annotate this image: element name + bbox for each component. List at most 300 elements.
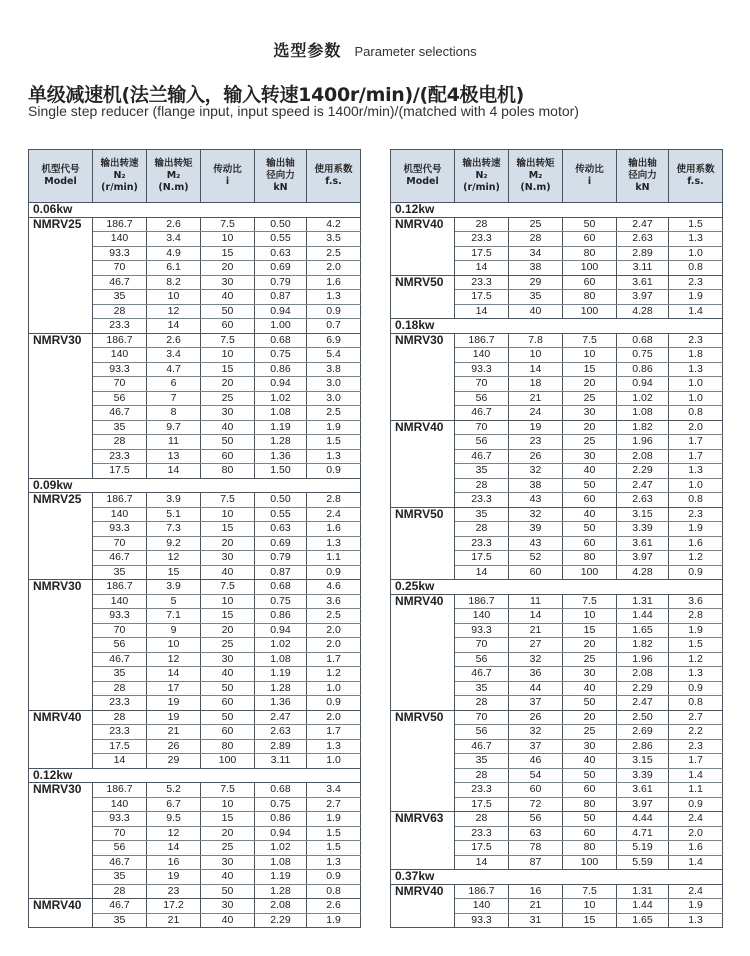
- table-cell: 10: [201, 232, 255, 247]
- table-cell: 1.02: [617, 391, 669, 406]
- table-cell: 140: [93, 507, 147, 522]
- table-row: [391, 710, 723, 725]
- table-cell: 140: [455, 609, 509, 624]
- table-cell: 20: [563, 638, 617, 653]
- table-cell: 0.79: [255, 551, 307, 566]
- table-cell: 17.5: [455, 246, 509, 261]
- table-cell: 3.9: [147, 580, 201, 595]
- column-header-line: 传动比: [213, 164, 242, 175]
- column-header-line: 机型代号: [403, 164, 442, 175]
- table-cell: 70: [93, 623, 147, 638]
- table-cell: 0.9: [669, 797, 723, 812]
- model-cell: NMRV30: [391, 333, 455, 420]
- table-cell: 60: [563, 536, 617, 551]
- table-cell: 2.63: [617, 493, 669, 508]
- table-cell: 20: [201, 623, 255, 638]
- table-cell: 0.9: [307, 696, 361, 711]
- table-cell: 1.3: [307, 855, 361, 870]
- table-cell: 70: [93, 826, 147, 841]
- power-label: 0.18kw: [391, 319, 723, 334]
- table-cell: 1.3: [669, 464, 723, 479]
- table-cell: 80: [563, 290, 617, 305]
- power-row: [391, 580, 723, 595]
- table-cell: 4.9: [147, 246, 201, 261]
- table-cell: 14: [147, 464, 201, 479]
- table-cell: 14: [455, 304, 509, 319]
- table-cell: 7.5: [201, 580, 255, 595]
- table-cell: 60: [201, 725, 255, 740]
- table-cell: 15: [201, 609, 255, 624]
- table-row: [29, 783, 361, 798]
- table-cell: 9.7: [147, 420, 201, 435]
- table-cell: 1.82: [617, 420, 669, 435]
- table-cell: 70: [93, 536, 147, 551]
- table-cell: 1.7: [669, 754, 723, 769]
- table-cell: 1.2: [669, 652, 723, 667]
- table-cell: 40: [509, 304, 563, 319]
- power-label: 0.09kw: [29, 478, 361, 493]
- table-cell: 20: [563, 377, 617, 392]
- table-cell: 52: [509, 551, 563, 566]
- table-cell: 23.3: [455, 783, 509, 798]
- table-cell: 1.02: [255, 391, 307, 406]
- column-header: [563, 150, 617, 203]
- table-cell: 1.2: [307, 667, 361, 682]
- table-cell: 1.19: [255, 667, 307, 682]
- table-cell: 26: [509, 710, 563, 725]
- column-header: [255, 150, 307, 203]
- table-row: [391, 420, 723, 435]
- table-cell: 93.3: [455, 362, 509, 377]
- table-cell: 2.6: [147, 333, 201, 348]
- table-cell: 56: [455, 652, 509, 667]
- table-cell: 93.3: [93, 246, 147, 261]
- table-cell: 3.15: [617, 754, 669, 769]
- table-cell: 15: [147, 565, 201, 580]
- table-cell: 0.94: [255, 826, 307, 841]
- table-cell: 35: [93, 420, 147, 435]
- power-row: [29, 203, 361, 218]
- table-cell: 0.86: [617, 362, 669, 377]
- table-cell: 60: [201, 319, 255, 334]
- table-cell: 3.61: [617, 783, 669, 798]
- table-cell: 186.7: [93, 580, 147, 595]
- power-label: 0.06kw: [29, 203, 361, 218]
- table-cell: 17: [147, 681, 201, 696]
- table-cell: 7.3: [147, 522, 201, 537]
- table-cell: 13: [147, 449, 201, 464]
- table-cell: 93.3: [93, 362, 147, 377]
- model-cell: NMRV50: [391, 710, 455, 812]
- table-cell: 1.82: [617, 638, 669, 653]
- table-cell: 30: [201, 899, 255, 914]
- table-cell: 1.28: [255, 435, 307, 450]
- table-cell: 0.8: [307, 884, 361, 899]
- table-cell: 3.6: [669, 594, 723, 609]
- table-cell: 10: [563, 348, 617, 363]
- table-cell: 2.29: [617, 464, 669, 479]
- table-cell: 28: [455, 478, 509, 493]
- table-row: [29, 580, 361, 595]
- table-cell: 0.50: [255, 217, 307, 232]
- table-cell: 1.0: [307, 681, 361, 696]
- table-cell: 54: [509, 768, 563, 783]
- model-cell: NMRV40: [391, 594, 455, 710]
- table-cell: 14: [509, 609, 563, 624]
- table-cell: 56: [455, 725, 509, 740]
- table-cell: 40: [563, 681, 617, 696]
- table-cell: 2.8: [669, 609, 723, 624]
- table-cell: 80: [563, 841, 617, 856]
- table-row: [29, 493, 361, 508]
- table-cell: 46.7: [93, 406, 147, 421]
- table-cell: 7.5: [563, 884, 617, 899]
- table-cell: 93.3: [455, 913, 509, 928]
- table-cell: 25: [563, 391, 617, 406]
- table-cell: 40: [201, 870, 255, 885]
- table-cell: 0.9: [669, 681, 723, 696]
- table-cell: 1.0: [307, 754, 361, 769]
- table-cell: 17.5: [455, 841, 509, 856]
- table-cell: 1.31: [617, 884, 669, 899]
- table-cell: 186.7: [93, 493, 147, 508]
- table-cell: 0.55: [255, 507, 307, 522]
- table-cell: 37: [509, 739, 563, 754]
- table-cell: 3.4: [147, 348, 201, 363]
- table-cell: 2.50: [617, 710, 669, 725]
- table-cell: 10: [563, 899, 617, 914]
- table-cell: 56: [509, 812, 563, 827]
- table-cell: 186.7: [93, 783, 147, 798]
- table-cell: 7.5: [201, 217, 255, 232]
- parameter-table-left: [28, 149, 361, 928]
- table-cell: 3.97: [617, 290, 669, 305]
- table-cell: 1.3: [307, 739, 361, 754]
- table-cell: 5.4: [307, 348, 361, 363]
- table-cell: 1.5: [307, 435, 361, 450]
- table-cell: 2.69: [617, 725, 669, 740]
- column-header: [29, 150, 93, 203]
- table-cell: 17.5: [93, 464, 147, 479]
- table-cell: 32: [509, 725, 563, 740]
- power-row: [29, 768, 361, 783]
- table-cell: 100: [563, 304, 617, 319]
- table-cell: 26: [509, 449, 563, 464]
- table-cell: 2.47: [255, 710, 307, 725]
- table-cell: 80: [563, 551, 617, 566]
- table-cell: 14: [455, 565, 509, 580]
- table-cell: 1.50: [255, 464, 307, 479]
- table-cell: 3.6: [307, 594, 361, 609]
- table-cell: 0.94: [255, 377, 307, 392]
- table-cell: 18: [509, 377, 563, 392]
- column-header: [201, 150, 255, 203]
- column-header-line: N₂: [113, 170, 126, 181]
- table-cell: 0.63: [255, 522, 307, 537]
- table-cell: 60: [509, 783, 563, 798]
- table-cell: 100: [563, 855, 617, 870]
- table-cell: 23.3: [455, 232, 509, 247]
- column-header-line: 径向力: [628, 170, 657, 181]
- table-cell: 23.3: [93, 725, 147, 740]
- table-cell: 60: [563, 275, 617, 290]
- table-cell: 0.94: [255, 623, 307, 638]
- table-row: [391, 884, 723, 899]
- table-cell: 28: [455, 812, 509, 827]
- table-cell: 0.79: [255, 275, 307, 290]
- table-cell: 15: [563, 913, 617, 928]
- table-cell: 2.4: [307, 507, 361, 522]
- table-row: [29, 710, 361, 725]
- model-cell: NMRV40: [391, 420, 455, 507]
- table-cell: 16: [147, 855, 201, 870]
- table-cell: 7.5: [201, 333, 255, 348]
- table-cell: 44: [509, 681, 563, 696]
- table-cell: 80: [563, 797, 617, 812]
- table-cell: 2.29: [255, 913, 307, 928]
- table-cell: 30: [201, 406, 255, 421]
- table-cell: 2.86: [617, 739, 669, 754]
- table-cell: 20: [563, 420, 617, 435]
- table-cell: 43: [509, 536, 563, 551]
- table-cell: 17.5: [93, 739, 147, 754]
- table-cell: 100: [563, 261, 617, 276]
- table-cell: 30: [201, 652, 255, 667]
- table-cell: 20: [563, 710, 617, 725]
- table-row: [391, 812, 723, 827]
- column-header-line: (N.m): [158, 182, 189, 193]
- table-cell: 2.0: [669, 826, 723, 841]
- table-cell: 1.0: [669, 377, 723, 392]
- table-cell: 28: [93, 435, 147, 450]
- table-cell: 1.7: [307, 725, 361, 740]
- table-cell: 3.4: [307, 783, 361, 798]
- column-header: [307, 150, 361, 203]
- table-cell: 1.5: [669, 638, 723, 653]
- table-cell: 5.2: [147, 783, 201, 798]
- table-cell: 2.6: [147, 217, 201, 232]
- table-cell: 35: [509, 290, 563, 305]
- table-cell: 2.08: [617, 449, 669, 464]
- table-cell: 37: [509, 696, 563, 711]
- table-cell: 1.6: [669, 841, 723, 856]
- table-cell: 35: [93, 565, 147, 580]
- model-cell: NMRV40: [29, 710, 93, 768]
- table-cell: 0.9: [669, 565, 723, 580]
- table-cell: 80: [201, 464, 255, 479]
- table-cell: 14: [147, 319, 201, 334]
- table-cell: 3.39: [617, 768, 669, 783]
- table-cell: 50: [201, 710, 255, 725]
- table-cell: 28: [509, 232, 563, 247]
- table-cell: 0.68: [255, 580, 307, 595]
- table-cell: 16: [509, 884, 563, 899]
- table-cell: 1.44: [617, 899, 669, 914]
- table-cell: 30: [563, 667, 617, 682]
- table-cell: 7: [147, 391, 201, 406]
- table-cell: 186.7: [455, 594, 509, 609]
- table-cell: 5.19: [617, 841, 669, 856]
- table-cell: 25: [563, 652, 617, 667]
- table-cell: 3.97: [617, 797, 669, 812]
- table-cell: 21: [509, 391, 563, 406]
- table-cell: 80: [201, 739, 255, 754]
- table-cell: 1.9: [669, 899, 723, 914]
- table-cell: 35: [93, 667, 147, 682]
- table-cell: 35: [93, 913, 147, 928]
- table-cell: 0.86: [255, 362, 307, 377]
- model-cell: NMRV30: [29, 580, 93, 711]
- table-cell: 40: [563, 754, 617, 769]
- table-cell: 50: [201, 304, 255, 319]
- table-cell: 140: [455, 348, 509, 363]
- table-cell: 27: [509, 638, 563, 653]
- table-cell: 2.63: [255, 725, 307, 740]
- column-header: [669, 150, 723, 203]
- table-cell: 32: [509, 652, 563, 667]
- table-cell: 15: [563, 623, 617, 638]
- table-cell: 1.0: [669, 391, 723, 406]
- column-header-line: (r/min): [463, 182, 500, 193]
- model-cell: NMRV40: [391, 884, 455, 928]
- column-header-line: kN: [273, 182, 288, 193]
- table-cell: 87: [509, 855, 563, 870]
- table-cell: 10: [147, 290, 201, 305]
- table-cell: 2.89: [617, 246, 669, 261]
- table-cell: 25: [563, 725, 617, 740]
- table-cell: 0.8: [669, 696, 723, 711]
- table-cell: 7.5: [201, 783, 255, 798]
- table-cell: 36: [509, 667, 563, 682]
- table-cell: 1.7: [669, 435, 723, 450]
- table-cell: 1.5: [307, 826, 361, 841]
- table-cell: 0.9: [307, 464, 361, 479]
- table-cell: 93.3: [93, 812, 147, 827]
- table-cell: 8.2: [147, 275, 201, 290]
- table-cell: 1.1: [307, 551, 361, 566]
- table-cell: 7.5: [563, 594, 617, 609]
- table-cell: 186.7: [93, 217, 147, 232]
- table-cell: 2.5: [307, 609, 361, 624]
- table-cell: 0.8: [669, 261, 723, 276]
- table-cell: 2.0: [307, 623, 361, 638]
- table-cell: 17.2: [147, 899, 201, 914]
- table-cell: 93.3: [93, 522, 147, 537]
- table-cell: 60: [201, 449, 255, 464]
- table-cell: 1.08: [255, 406, 307, 421]
- table-cell: 0.87: [255, 290, 307, 305]
- table-cell: 3.15: [617, 507, 669, 522]
- table-cell: 2.5: [307, 246, 361, 261]
- table-cell: 3.11: [617, 261, 669, 276]
- table-cell: 8: [147, 406, 201, 421]
- table-cell: 1.9: [669, 623, 723, 638]
- table-cell: 46.7: [455, 667, 509, 682]
- table-cell: 17.5: [455, 797, 509, 812]
- table-cell: 23.3: [93, 449, 147, 464]
- table-cell: 3.61: [617, 536, 669, 551]
- table-cell: 30: [201, 855, 255, 870]
- table-header-row: [29, 150, 361, 203]
- table-cell: 1.02: [255, 841, 307, 856]
- power-label: 0.25kw: [391, 580, 723, 595]
- table-cell: 43: [509, 493, 563, 508]
- table-cell: 28: [455, 696, 509, 711]
- table-cell: 1.4: [669, 768, 723, 783]
- table-cell: 17.5: [455, 290, 509, 305]
- table-cell: 14: [147, 667, 201, 682]
- table-cell: 46.7: [93, 551, 147, 566]
- table-cell: 1.65: [617, 913, 669, 928]
- table-cell: 2.7: [307, 797, 361, 812]
- table-cell: 3.0: [307, 377, 361, 392]
- table-cell: 60: [509, 565, 563, 580]
- page-header: [0, 38, 750, 61]
- table-cell: 29: [147, 754, 201, 769]
- table-cell: 2.0: [307, 710, 361, 725]
- table-cell: 19: [147, 870, 201, 885]
- table-cell: 40: [563, 464, 617, 479]
- table-cell: 9: [147, 623, 201, 638]
- table-cell: 10: [147, 638, 201, 653]
- power-row: [391, 870, 723, 885]
- table-cell: 32: [509, 507, 563, 522]
- table-cell: 35: [93, 290, 147, 305]
- table-cell: 1.7: [307, 652, 361, 667]
- table-cell: 31: [509, 913, 563, 928]
- table-cell: 1.96: [617, 435, 669, 450]
- table-cell: 4.44: [617, 812, 669, 827]
- table-cell: 63: [509, 826, 563, 841]
- table-cell: 7.1: [147, 609, 201, 624]
- column-header: [455, 150, 509, 203]
- table-cell: 0.86: [255, 609, 307, 624]
- table-cell: 20: [201, 261, 255, 276]
- table-cell: 23: [147, 884, 201, 899]
- column-header-line: 输出轴: [266, 158, 295, 169]
- table-cell: 1.8: [669, 348, 723, 363]
- table-cell: 40: [201, 667, 255, 682]
- table-cell: 32: [509, 464, 563, 479]
- table-cell: 10: [201, 594, 255, 609]
- table-cell: 3.0: [307, 391, 361, 406]
- parameter-table-right: [390, 149, 723, 928]
- section-title-en: Single step reducer (flange input, input speed is 1400r/min)/(matched with 4 poles motor): [28, 103, 579, 119]
- table-cell: 3.11: [255, 754, 307, 769]
- table-cell: 21: [509, 623, 563, 638]
- table-cell: 1.19: [255, 420, 307, 435]
- table-cell: 15: [201, 362, 255, 377]
- table-cell: 12: [147, 652, 201, 667]
- table-cell: 35: [93, 870, 147, 885]
- table-cell: 15: [201, 812, 255, 827]
- table-cell: 50: [563, 768, 617, 783]
- power-label: 0.12kw: [391, 203, 723, 218]
- model-cell: NMRV30: [29, 783, 93, 899]
- table-cell: 0.69: [255, 261, 307, 276]
- table-cell: 14: [93, 754, 147, 769]
- table-cell: 1.4: [669, 855, 723, 870]
- table-cell: 60: [563, 826, 617, 841]
- table-cell: 1.9: [669, 522, 723, 537]
- table-cell: 40: [201, 420, 255, 435]
- table-cell: 2.4: [669, 884, 723, 899]
- table-cell: 6: [147, 377, 201, 392]
- table-cell: 1.08: [617, 406, 669, 421]
- table-cell: 10: [201, 797, 255, 812]
- column-header: [93, 150, 147, 203]
- column-header-line: 输出转矩: [516, 158, 555, 169]
